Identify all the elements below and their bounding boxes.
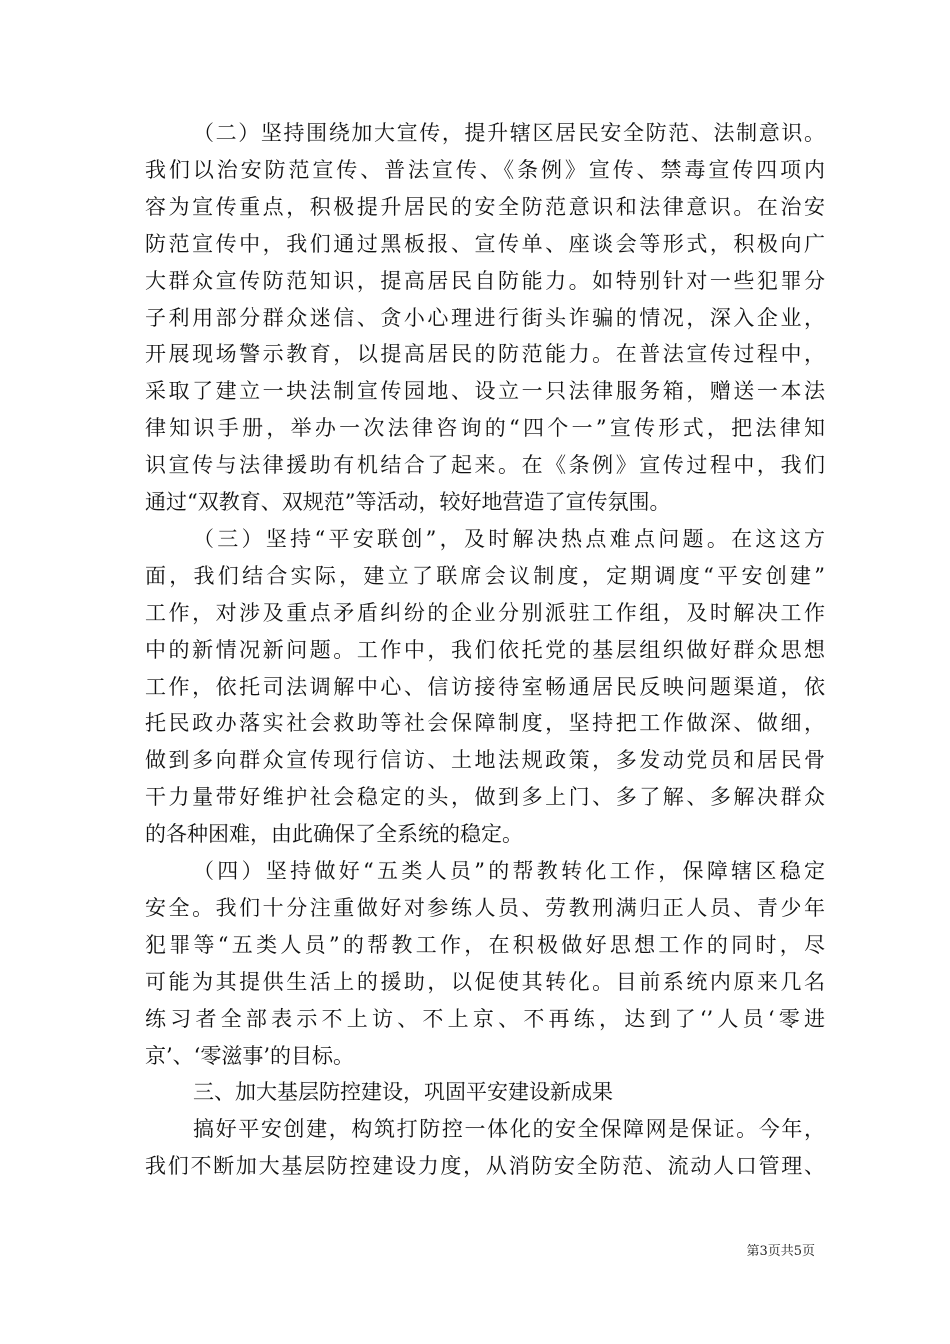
- paragraph-line: （二）坚持围绕加大宣传，提升辖区居民安全防范、法制意识。: [193, 121, 825, 145]
- paragraph-line: 采取了建立一块法制宣传园地、设立一只法律服务箱，赠送一本法: [145, 379, 825, 403]
- paragraph-line: 我们以治安防范宣传、普法宣传、《条例》宣传、禁毒宣传四项内: [145, 158, 825, 182]
- paragraph-line: 大群众宣传防范知识，提高居民自防能力。如特别针对一些犯罪分: [145, 269, 825, 293]
- section-heading: 三、加大基层防控建设，巩固平安建设新成果: [193, 1080, 613, 1104]
- paragraph-line: 可能为其提供生活上的援助，以促使其转化。目前系统内原来几名: [145, 970, 825, 994]
- paragraph-line: 容为宣传重点，积极提升居民的安全防范意识和法律意识。在治安: [145, 195, 825, 219]
- paragraph-line: 防范宣传中，我们通过黑板报、宣传单、座谈会等形式，积极向广: [145, 232, 825, 256]
- paragraph-line: 开展现场警示教育，以提高居民的防范能力。在普法宣传过程中，: [145, 342, 825, 366]
- paragraph-line: （四）坚持做好“五类人员”的帮教转化工作，保障辖区稳定: [193, 859, 825, 883]
- paragraph-line: 托民政办落实社会救助等社会保障制度，坚持把工作做深、做细，: [145, 711, 825, 735]
- paragraph-line: 搞好平安创建，构筑打防控一体化的安全保障网是保证。今年，: [193, 1117, 825, 1141]
- paragraph-line: 安全。我们十分注重做好对参练人员、劳教刑满归正人员、青少年: [145, 896, 825, 920]
- paragraph-line: 中的新情况新问题。工作中，我们依托党的基层组织做好群众思想: [145, 638, 825, 662]
- paragraph-line: 练习者全部表示不上访、不上京、不再练，达到了‘’人员‘零进: [145, 1007, 825, 1031]
- paragraph-line: 的各种困难，由此确保了全系统的稳定。: [145, 822, 523, 846]
- paragraph-line: 通过“双教育、双规范”等活动，较好地营造了宣传氛围。: [145, 490, 671, 514]
- paragraph-line: 律知识手册，举办一次法律咨询的“四个一”宣传形式，把法律知: [145, 416, 825, 440]
- paragraph-line: 京’、‘零滋事’的目标。: [145, 1044, 355, 1068]
- paragraph-line: 面，我们结合实际，建立了联席会议制度，定期调度“平安创建”: [145, 564, 825, 588]
- paragraph-line: 工作，依托司法调解中心、信访接待室畅通居民反映问题渠道，依: [145, 675, 825, 699]
- paragraph-line: 子利用部分群众迷信、贪小心理进行街头诈骗的情况，深入企业，: [145, 306, 825, 330]
- page-number: 第3页共5页: [746, 1244, 815, 1259]
- paragraph-line: 识宣传与法律援助有机结合了起来。在《条例》宣传过程中，我们: [145, 453, 825, 477]
- paragraph-line: 我们不断加大基层防控建设力度，从消防安全防范、流动人口管理、: [145, 1154, 825, 1178]
- paragraph-line: 工作，对涉及重点矛盾纠纷的企业分别派驻工作组，及时解决工作: [145, 601, 825, 625]
- paragraph-line: （三）坚持“平安联创”，及时解决热点难点问题。在这这方: [193, 527, 825, 551]
- paragraph-line: 干力量带好维护社会稳定的头，做到多上门、多了解、多解决群众: [145, 785, 825, 809]
- paragraph-line: 犯罪等“五类人员”的帮教工作，在积极做好思想工作的同时，尽: [145, 933, 825, 957]
- paragraph-line: 做到多向群众宣传现行信访、土地法规政策，多发动党员和居民骨: [145, 748, 825, 772]
